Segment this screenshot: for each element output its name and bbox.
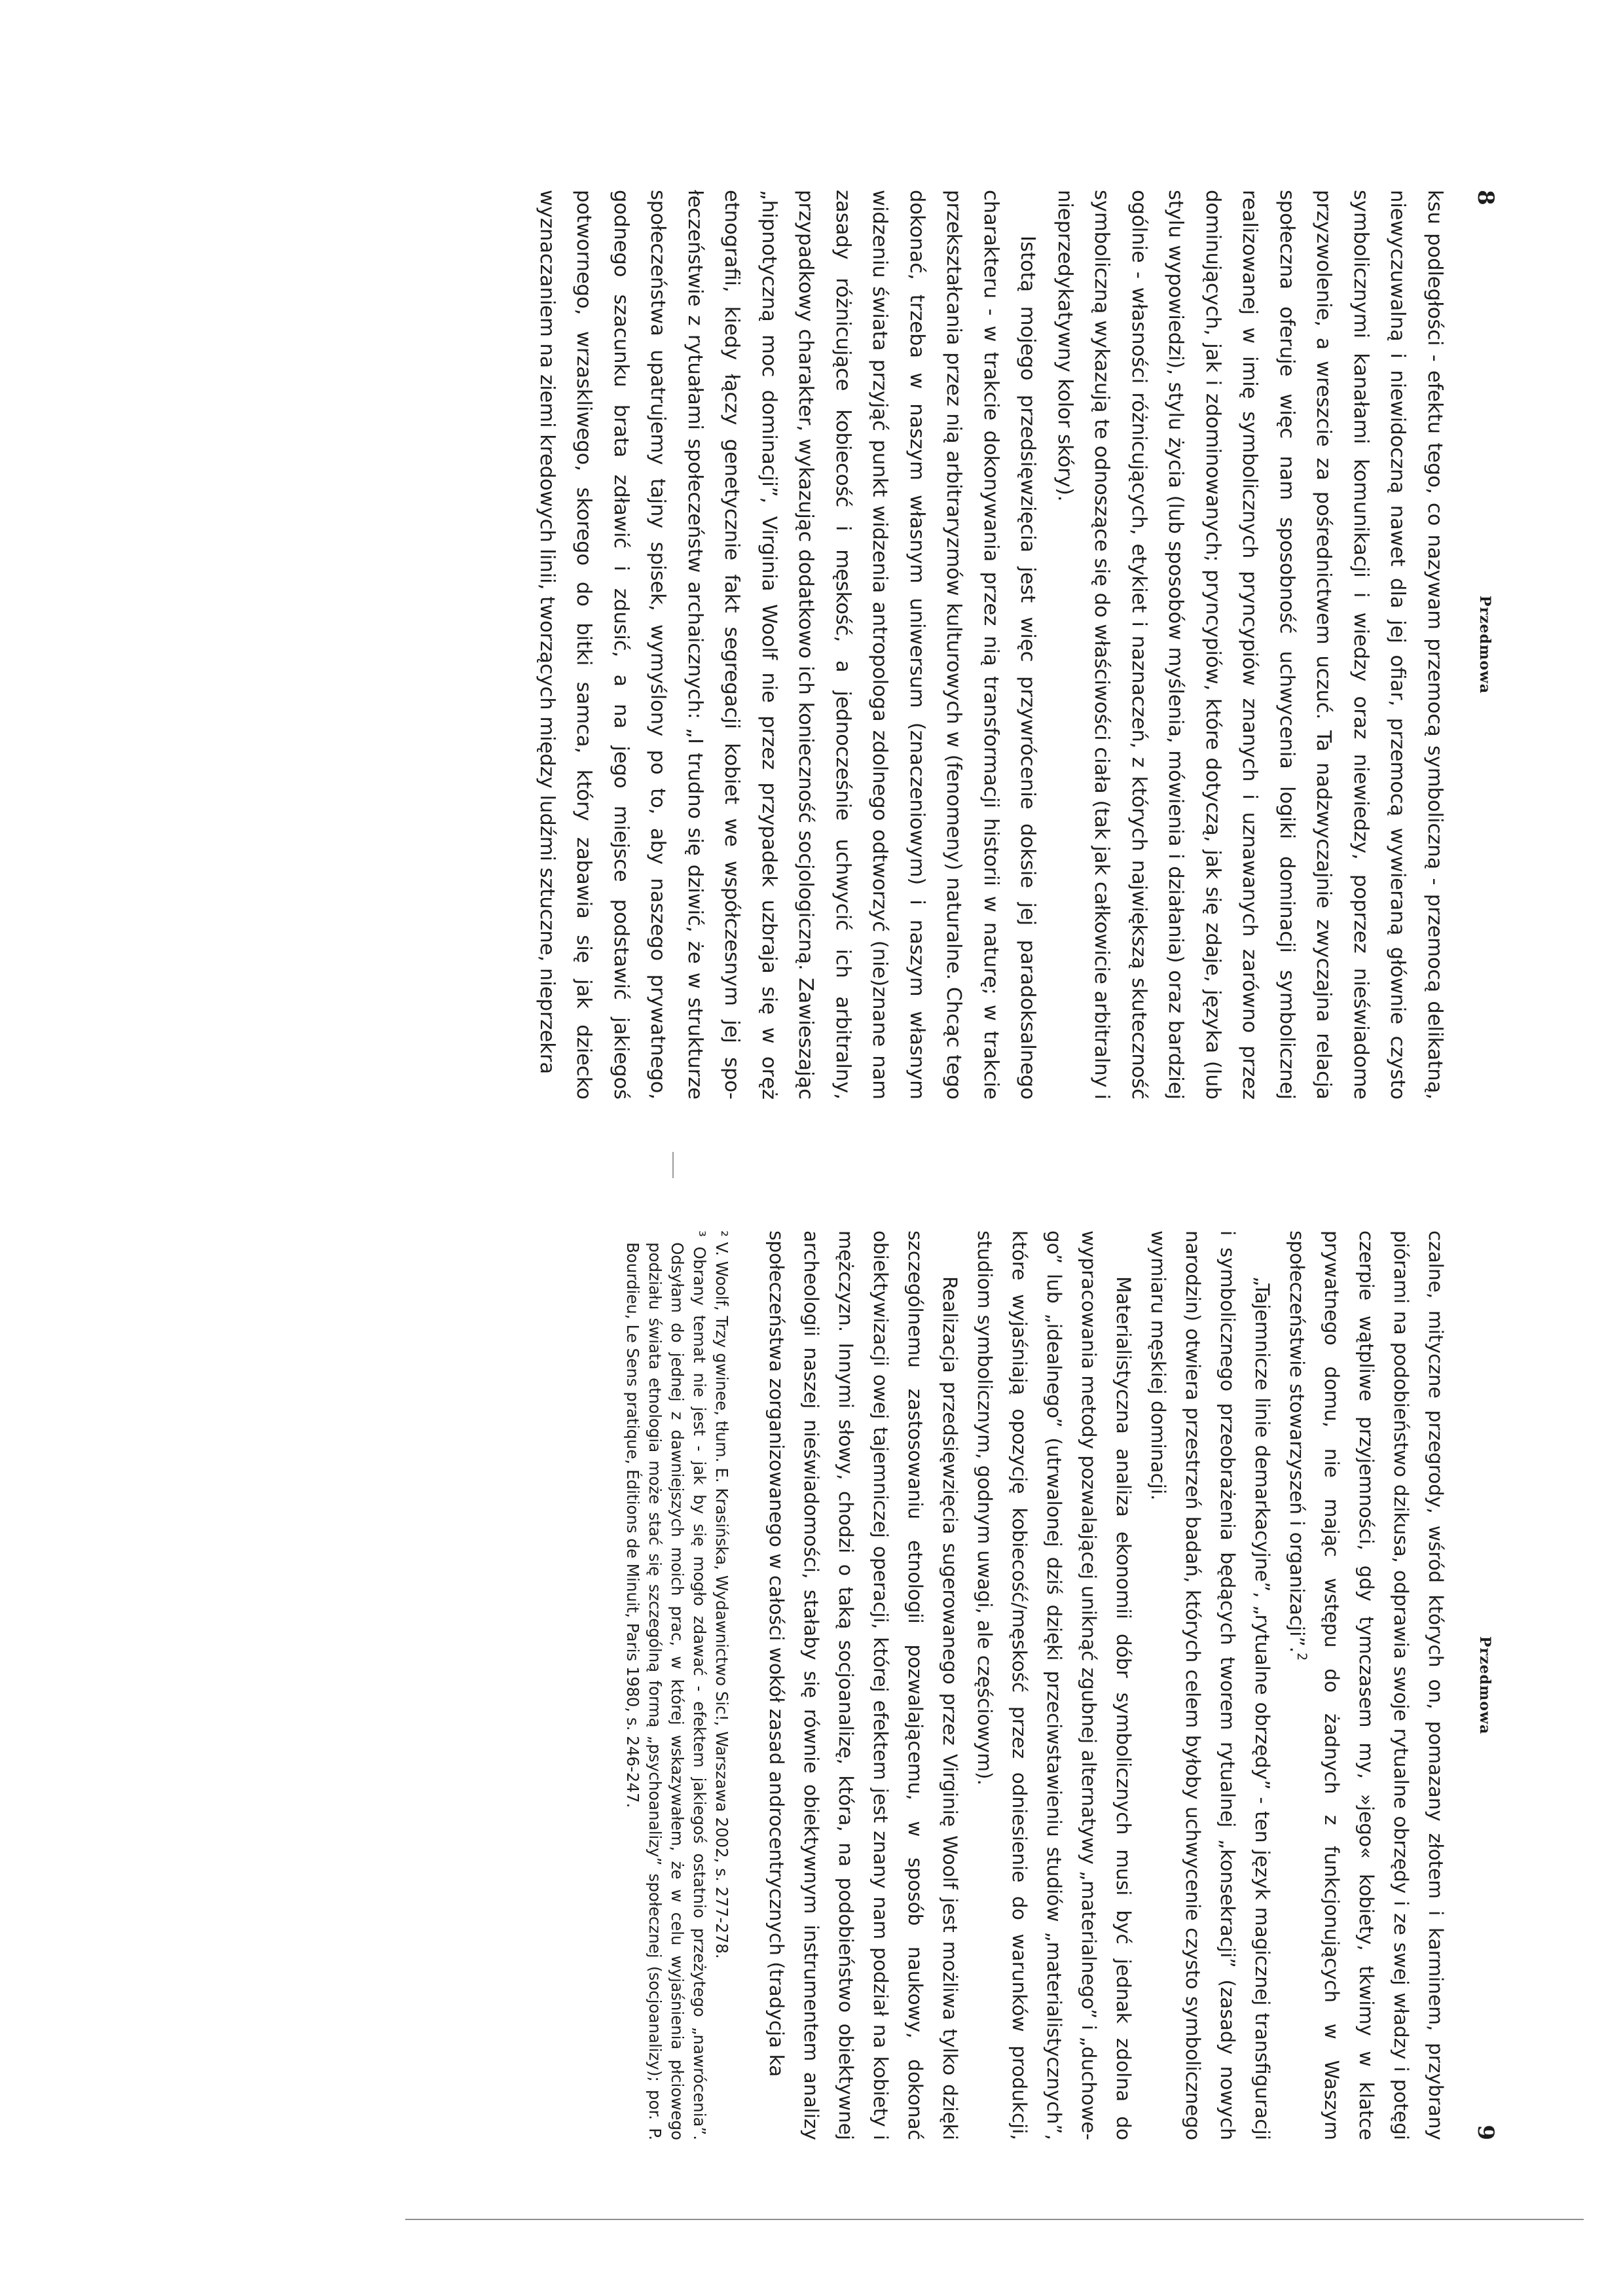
paragraph: ksu podległości - efektu tego, co nazywam przemocą symboliczną - przemocą delikatną, niewyczuwalną i niewidoczną nawet dla jej ofiar, przemocą wywieraną głównie czysto symbolicznymi kanałami komunikacji i wiedzy oraz niewiedzy, poprzez nieświadome przyzwolenie, a wreszcie za pośrednictwem uczuć. Ta nadzwyczajnie zwyczajna relacja społeczna oferuje więc nam sposobność uchwycenia logiki dominacji symbolicznej realizowanej w imię symbolicznych pryncypiów znanych i uznawanych zarówno przez dominujących, jak i zdominowanych; pryncypiów, które dotyczą, jak się zdaje, języka (lub stylu wypowiedzi), stylu życia (lub sposobów myślenia, mówienia i działania) oraz bardziej ogólnie - własności różnicujących, etykiet i naznaczeń, z których największą skuteczność symboliczną wykazują te odnoszące się do właściwości ciała (tak jak całkowicie arbitralny i nieprzedykatywny kolor skóry). — [1053, 190, 1446, 1100]
left-body-text — [528, 190, 1453, 1100]
gutter-mark — [672, 1152, 674, 1178]
running-head-right — [1453, 1230, 1499, 2140]
paragraph-text: czalne, mityczne przegrody, wśród których on, pomazany złotem i karminem, przybrany piórami na podobieństwo dzikusa, odprawia swoje rytualne obrzędy i ze swej władzy i potęgi czerpie wątpliwe przyjemności, gdy tymczasem my, »jego« kobiety, tkwimy w klatce prywatnego domu, nie mając wstępu do żadnych z funkcjonujących w Waszym społeczeństwie stowarzyszeń i organizacji”. — [1286, 1230, 1447, 2140]
running-head-left — [1453, 190, 1499, 1100]
page-number: 9 — [1472, 2125, 1499, 2140]
paragraph: Istotą mojego przedsięwzięcia jest więc przywrócenie doksie jej paradoksalnego charakteru - w trakcie dokonywania przez nią transformacji historii w naturę; w trakcie przekształcania przez nią arbitraryzmów kulturowych w (fenomeny) naturalne. Chcąc tego dokonać, trzeba w naszym własnym uniwersum (znaczeniowym) i naszym własnym widzeniu świata przyjąć punkt widzenia antropologa zdolnego odtworzyć (nie)znane nam zasady różnicujące kobiecość i męskość, a jednocześnie uchwycić ich arbitralny, przypadkowy charakter, wykazując dodatkowo ich konieczność socjologiczną. Zawieszając „hipnotyczną moc dominacji”, Virginia Woolf nie przez przypadek uzbraja się w oręż etnografii, kiedy łączy genetycznie fakt segregacji kobiet we współczesnym jej społeczeństwie z rytuałami społeczeństw archaicznych: „I trudno się dziwić, że w strukturze społeczeństwa upatrujemy tajny spisek, wymyślony po to, aby naszego prywatnego, godnego szacunku brata zdławić i zdusić, a na jego miejsce podstawić jakiegoś potwornego, wrzaskliwego, skorego do bitki samca, który zabawia się jak dziecko wyznaczaniem na ziemi kredowych linii, tworzących między ludźmi sztuczne, nieprzekra — [536, 190, 1040, 1100]
footnotes — [621, 1230, 733, 2140]
page-number: 8 — [1472, 190, 1499, 206]
left-page — [528, 190, 1499, 1100]
right-body-text — [759, 1230, 1453, 2140]
running-head-title: Przedmowa — [1476, 1636, 1493, 1735]
footnote: ³ Obrany temat nie jest - jak by się mogło zdawać - efektem jakiegoś ostatnio przeżytego „nawrócenia”. Odsyłam do jednej z dawniejszych moich prac, w której wskazywałem, że w celu wyjaśnienia płciowego podziału świata etnologia może stać się szczególną formą „psychoanalizy” społecznej (socjoanalizy); por. P. Bourdieu, Le Sens pratique, Éditions de Minuit, Paris 1980, s. 246-247. — [623, 1230, 709, 2140]
paragraph: Realizacja przedsięwzięcia sugerowanego przez Virginię Woolf jest możliwa tylko dzięki szczególnemu zastosowaniu etnologii pozwalającemu, w sposób naukowy, dokonać obiektywizacji owej tajemniczej operacji, której efektem jest znany nam podział na kobiety i mężczyzn. Innymi słowy, chodzi o taką socjoanalizę, która, na podobieństwo obiektywnej archeologii naszej nieświadomości, stałaby się równie obiektywnym instrumentem analizy społeczeństwa zorganizowanego w całości wokół zasad androcentrycznych (tradycja ka — [765, 1230, 961, 2140]
footnote: ² V. Woolf, Trzy gwinee, tłum. E. Krasińska, Wydawnictwo Sic!, Warszawa 2002, s. 277-278. — [712, 1230, 731, 1959]
right-page — [621, 1230, 1499, 2140]
paragraph: Materialistyczna analiza ekonomii dóbr symbolicznych musi być jednak zdolna do wypracowania metody pozwalającej uniknąć zgubnej alternatywy „materialnego” i „duchowego” lub „idealnego” (utrwalonej dziś dzięki przeciwstawieniu studiów „materialistycznych”, które wyjaśniają opozycję kobiecość/męskość przez odniesienie do warunków produkcji, studiom symbolicznym, godnym uwagi, ale częściowym). — [974, 1230, 1135, 2140]
paragraph: „Tajemnicze linie demarkacyjne”, „rytualne obrzędy” - ten język magicznej transfiguracji i symbolicznego przeobrażenia będących tworem rytualnej „konsekracji” (zasady nowych narodzin) otwiera przestrzeń badań, których celem byłoby uchwycenie czysto symbolicznego wymiaru męskiej dominacji. — [1147, 1230, 1273, 2140]
running-head-title: Przedmowa — [1476, 595, 1493, 694]
binding-edge-line — [405, 2219, 1584, 2220]
paragraph — [1279, 1230, 1453, 2140]
footnote-ref: 2 — [1294, 1653, 1309, 1661]
